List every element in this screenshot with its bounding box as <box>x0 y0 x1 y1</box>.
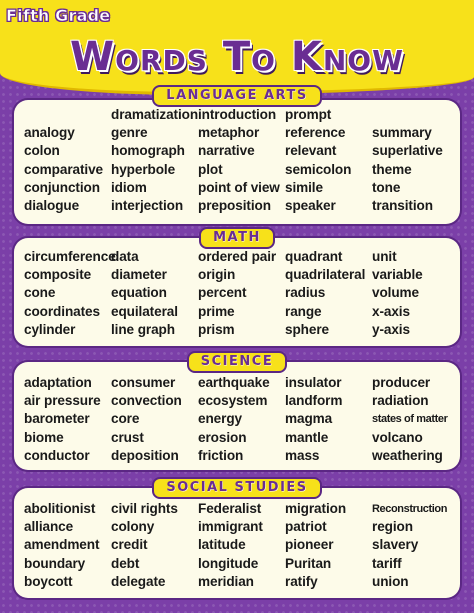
vocab-word: consumer <box>111 375 176 390</box>
vocab-word: migration <box>285 501 347 516</box>
vocab-word: y-axis <box>372 321 410 337</box>
vocab-word: meridian <box>198 573 254 589</box>
vocab-word: idiom <box>111 179 147 195</box>
vocab-word: debt <box>111 555 140 571</box>
section-title: SOCIAL STUDIES <box>152 477 321 499</box>
language-arts-panel <box>14 100 460 224</box>
language-arts-word-grid <box>24 106 456 215</box>
vocab-word: Reconstruction <box>372 503 448 515</box>
vocab-word: region <box>372 519 413 535</box>
vocab-word: mass <box>285 447 320 463</box>
vocab-word: equilateral <box>111 303 178 319</box>
vocab-word <box>372 106 462 124</box>
vocab-word: earthquake <box>198 375 270 390</box>
vocab-word: speaker <box>285 198 336 214</box>
vocab-word: barometer <box>24 411 90 427</box>
vocab-word: Puritan <box>285 555 332 571</box>
vocab-word: genre <box>111 125 148 141</box>
vocab-word: longitude <box>198 555 259 571</box>
vocab-word: unit <box>372 249 397 264</box>
vocab-word: prompt <box>285 107 332 122</box>
vocab-word: magma <box>285 411 333 427</box>
vocab-word: weathering <box>372 447 443 463</box>
vocab-word: cone <box>24 285 56 301</box>
vocab-word: latitude <box>198 537 246 553</box>
vocab-word: analogy <box>24 125 75 141</box>
section-title: LANGUAGE ARTS <box>152 85 321 107</box>
vocab-word: pioneer <box>285 537 334 553</box>
vocab-word: deposition <box>111 447 179 463</box>
vocab-word: point of view <box>198 179 280 195</box>
vocab-word: immigrant <box>198 519 263 535</box>
vocab-word: summary <box>372 125 432 141</box>
vocab-word: slavery <box>372 537 419 553</box>
vocab-word: origin <box>198 267 236 283</box>
vocab-word: friction <box>198 447 244 463</box>
vocab-word <box>24 106 111 124</box>
vocab-word: volcano <box>372 429 423 445</box>
social-studies-heading <box>0 476 474 499</box>
vocab-word: x-axis <box>372 303 410 319</box>
vocab-word: diameter <box>111 267 167 283</box>
vocab-word: adaptation <box>24 375 92 390</box>
vocab-word: reference <box>285 125 346 141</box>
vocab-word: states of matter <box>372 413 448 426</box>
vocab-word: dialogue <box>24 198 80 214</box>
language-arts-heading <box>0 84 474 107</box>
vocab-word: plot <box>198 161 223 177</box>
vocab-word: ordered pair <box>198 249 277 264</box>
grade-label: Fifth Grade <box>6 6 111 25</box>
vocab-word: sphere <box>285 321 329 337</box>
vocab-word: variable <box>372 267 423 283</box>
vocab-word: radiation <box>372 393 429 409</box>
vocab-word: hyperbole <box>111 161 176 177</box>
vocab-word: air pressure <box>24 393 101 409</box>
vocab-word: relevant <box>285 143 337 159</box>
vocab-word: coordinates <box>24 303 100 319</box>
vocab-word: narrative <box>198 143 255 159</box>
vocab-word: radius <box>285 285 326 301</box>
vocab-word: conductor <box>24 447 90 463</box>
vocab-word: prime <box>198 303 235 319</box>
vocab-word: delegate <box>111 573 166 589</box>
science-word-grid <box>24 374 456 465</box>
vocab-word: civil rights <box>111 501 178 516</box>
section-title: SCIENCE <box>187 351 287 373</box>
vocab-word: quadrant <box>285 249 343 264</box>
vocab-word: erosion <box>198 429 247 445</box>
vocab-word: boundary <box>24 555 86 571</box>
vocab-word: ratify <box>285 573 318 589</box>
vocab-word: data <box>111 249 139 264</box>
vocab-word: landform <box>285 393 343 409</box>
vocab-word: percent <box>198 285 247 301</box>
math-heading <box>0 226 474 249</box>
vocab-word: metaphor <box>198 125 260 141</box>
vocab-word: homograph <box>111 143 185 159</box>
vocab-word: comparative <box>24 161 103 177</box>
vocab-word: union <box>372 573 409 589</box>
vocab-word: preposition <box>198 198 271 214</box>
vocab-word: convection <box>111 393 182 409</box>
vocab-word: alliance <box>24 519 74 535</box>
vocab-word: boycott <box>24 573 73 589</box>
page-title: Words To Know <box>70 34 404 80</box>
vocab-word: patriot <box>285 519 327 535</box>
vocab-word: energy <box>198 411 242 427</box>
vocab-word: tariff <box>372 555 402 571</box>
vocab-word: Federalist <box>198 501 262 516</box>
vocab-word: producer <box>372 375 431 390</box>
science-heading <box>0 350 474 373</box>
vocab-word: insulator <box>285 375 342 390</box>
vocab-word: line graph <box>111 321 175 337</box>
vocab-word: dramatization <box>111 107 199 122</box>
math-word-grid <box>24 248 456 339</box>
vocab-word: volume <box>372 285 419 301</box>
vocab-word: theme <box>372 161 412 177</box>
vocab-word: crust <box>111 429 144 445</box>
vocab-word: introduction <box>198 107 277 122</box>
vocab-word: mantle <box>285 429 329 445</box>
vocab-word: range <box>285 303 322 319</box>
vocab-word: quadrilateral <box>285 267 366 283</box>
social-studies-panel <box>14 488 460 598</box>
vocab-word: abolitionist <box>24 501 96 516</box>
vocab-word: equation <box>111 285 167 301</box>
vocab-word: conjunction <box>24 179 100 195</box>
vocab-word: circumference <box>24 249 116 264</box>
vocab-word: superlative <box>372 143 443 159</box>
social-studies-word-grid <box>24 500 456 591</box>
vocab-word: ecosystem <box>198 393 268 409</box>
vocab-word: biome <box>24 429 64 445</box>
vocab-word: composite <box>24 267 92 283</box>
vocab-word: cylinder <box>24 321 76 337</box>
vocab-word: semicolon <box>285 161 352 177</box>
vocab-word: colon <box>24 143 60 159</box>
vocab-word: prism <box>198 321 235 337</box>
vocab-word: colony <box>111 519 155 535</box>
section-title: MATH <box>199 227 275 249</box>
science-panel <box>14 362 460 470</box>
vocab-word: core <box>111 411 140 427</box>
vocab-word: simile <box>285 179 323 195</box>
vocab-word: amendment <box>24 537 100 553</box>
vocab-word: interjection <box>111 198 184 214</box>
vocab-word: tone <box>372 179 401 195</box>
vocab-word: transition <box>372 198 433 214</box>
math-panel <box>14 238 460 346</box>
vocab-word: credit <box>111 537 148 553</box>
